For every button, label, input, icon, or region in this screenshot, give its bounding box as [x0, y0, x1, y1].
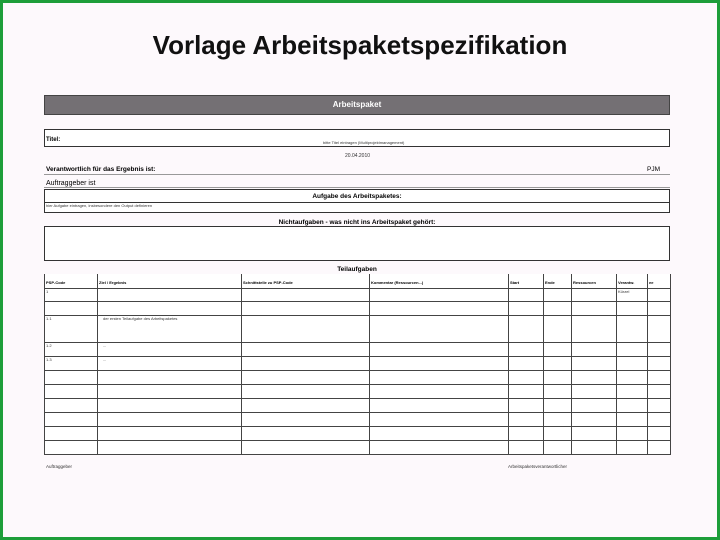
table-cell[interactable] — [98, 426, 242, 440]
signature-verantwortlicher: Arbeitspaketsverantwortlicher — [508, 464, 568, 469]
table-row — [45, 301, 671, 315]
table-cell[interactable] — [45, 370, 98, 384]
table-cell[interactable] — [617, 398, 648, 412]
table-cell[interactable] — [617, 384, 648, 398]
verantwortlich-label: Verantwortlich für das Ergebnis ist: — [46, 166, 156, 173]
auftraggeber-label: Auftraggeber ist — [46, 180, 96, 187]
table-cell[interactable] — [370, 342, 509, 356]
column-header: Kommentar (Ressourcen...) — [370, 274, 509, 288]
table-cell[interactable] — [370, 398, 509, 412]
titel-label: Titel: — [46, 137, 61, 143]
teilaufgaben-table — [44, 274, 671, 455]
table-cell[interactable] — [544, 440, 572, 454]
table-cell[interactable]: 1.2 — [45, 342, 98, 356]
column-header: Start — [509, 274, 544, 288]
table-row — [45, 398, 671, 412]
nichtaufgaben-heading: Nichtaufgaben - was nicht ins Arbeitspaket gehört: — [278, 219, 436, 226]
table-row — [45, 412, 671, 426]
table-cell[interactable] — [648, 315, 671, 342]
column-header: Verantw. — [617, 274, 648, 288]
table-cell[interactable] — [509, 412, 544, 426]
table-cell[interactable] — [648, 440, 671, 454]
table-cell[interactable] — [98, 440, 242, 454]
table-cell[interactable] — [509, 440, 544, 454]
table-cell[interactable] — [544, 356, 572, 370]
table-cell[interactable] — [45, 384, 98, 398]
table-cell[interactable] — [242, 342, 370, 356]
table-row — [45, 315, 671, 342]
table-cell[interactable] — [242, 370, 370, 384]
auftraggeber-underline — [44, 187, 670, 188]
table-cell[interactable] — [617, 412, 648, 426]
titel-field[interactable] — [44, 129, 670, 147]
table-cell[interactable] — [617, 426, 648, 440]
table-cell[interactable] — [370, 288, 509, 301]
table-cell[interactable] — [544, 412, 572, 426]
table-cell[interactable] — [370, 301, 509, 315]
table-cell[interactable] — [509, 370, 544, 384]
table-cell[interactable] — [544, 370, 572, 384]
table-cell[interactable] — [572, 356, 617, 370]
table-cell[interactable] — [370, 440, 509, 454]
table-row — [45, 288, 671, 301]
table-row — [45, 440, 671, 454]
table-cell[interactable] — [572, 315, 617, 342]
table-row — [45, 370, 671, 384]
table-cell[interactable]: Kürzel — [617, 288, 648, 301]
aufgabe-section — [44, 189, 670, 213]
table-cell[interactable]: 1.1 — [45, 315, 98, 342]
table-cell[interactable] — [509, 384, 544, 398]
table-cell[interactable] — [572, 288, 617, 301]
arbeitspaket-header: Arbeitspaket — [44, 95, 670, 115]
table-cell[interactable] — [572, 440, 617, 454]
table-cell[interactable]: 1.3 — [45, 356, 98, 370]
table-cell[interactable] — [648, 412, 671, 426]
table-cell[interactable] — [648, 370, 671, 384]
table-cell[interactable] — [509, 301, 544, 315]
table-cell[interactable] — [242, 398, 370, 412]
table-cell[interactable] — [648, 356, 671, 370]
table-cell[interactable] — [242, 315, 370, 342]
table-cell[interactable] — [572, 342, 617, 356]
table-cell[interactable] — [572, 426, 617, 440]
table-header-row — [45, 274, 671, 288]
verantwortlich-underline — [44, 174, 670, 175]
table-cell[interactable] — [648, 288, 671, 301]
table-cell[interactable]: ... — [98, 356, 242, 370]
table-cell[interactable] — [509, 342, 544, 356]
column-header: PSP-Code — [45, 274, 98, 288]
table-cell[interactable] — [544, 288, 572, 301]
table-cell[interactable]: ... — [98, 342, 242, 356]
column-header: Schnittstelle zu PSP-Code — [242, 274, 370, 288]
table-cell[interactable] — [45, 412, 98, 426]
table-cell[interactable] — [617, 356, 648, 370]
table-cell[interactable] — [509, 315, 544, 342]
nichtaufgaben-field[interactable] — [44, 226, 670, 261]
table-cell[interactable] — [98, 301, 242, 315]
table-cell[interactable] — [544, 315, 572, 342]
table-row — [45, 426, 671, 440]
table-cell[interactable] — [648, 426, 671, 440]
aufgabe-field[interactable]: hier Aufgabe eintragen, insbesondere den Output definieren — [46, 203, 153, 208]
table-cell[interactable] — [509, 288, 544, 301]
table-cell[interactable] — [648, 342, 671, 356]
table-cell[interactable] — [242, 440, 370, 454]
table-cell[interactable] — [617, 315, 648, 342]
table-cell[interactable] — [98, 288, 242, 301]
column-header: ee — [648, 274, 671, 288]
table-cell[interactable] — [98, 398, 242, 412]
table-cell[interactable] — [544, 301, 572, 315]
table-cell[interactable] — [544, 342, 572, 356]
verantwortlich-value[interactable]: PJM — [647, 166, 660, 173]
page-title: Vorlage Arbeitspaketspezifikation — [152, 30, 568, 60]
table-cell[interactable] — [242, 384, 370, 398]
table-cell[interactable] — [544, 426, 572, 440]
table-cell[interactable] — [544, 384, 572, 398]
table-cell[interactable] — [242, 301, 370, 315]
table-cell[interactable] — [370, 315, 509, 342]
table-cell[interactable] — [648, 384, 671, 398]
table-cell[interactable] — [648, 398, 671, 412]
signature-auftraggeber: Auftraggeber — [46, 464, 73, 469]
table-row — [45, 342, 671, 356]
table-cell[interactable] — [242, 426, 370, 440]
table-cell[interactable]: 1 — [45, 288, 98, 301]
column-header: Ziel / Ergebnis — [98, 274, 242, 288]
table-cell[interactable] — [617, 370, 648, 384]
table-cell[interactable] — [572, 370, 617, 384]
table-cell[interactable] — [242, 288, 370, 301]
teilaufgaben-heading: Teilaufgaben — [337, 266, 377, 273]
table-cell[interactable] — [509, 398, 544, 412]
table-cell[interactable] — [617, 342, 648, 356]
table-cell[interactable] — [370, 370, 509, 384]
table-cell[interactable]: der ersten Teilaufgabe des Arbeitspaketes — [98, 315, 242, 342]
table-cell[interactable] — [617, 301, 648, 315]
table-cell[interactable] — [242, 412, 370, 426]
date-value: 20.04.2010 — [345, 153, 371, 159]
table-cell[interactable] — [572, 384, 617, 398]
table-cell[interactable] — [98, 412, 242, 426]
column-header: Ressourcen — [572, 274, 617, 288]
table-cell[interactable] — [572, 398, 617, 412]
table-cell[interactable] — [45, 398, 98, 412]
column-header: Ende — [544, 274, 572, 288]
table-cell[interactable] — [98, 384, 242, 398]
table-cell[interactable] — [45, 301, 98, 315]
table-cell[interactable] — [509, 426, 544, 440]
aufgabe-heading: Aufgabe des Arbeitspaketes: — [312, 193, 402, 200]
table-cell[interactable] — [45, 440, 98, 454]
table-cell[interactable] — [572, 301, 617, 315]
table-cell[interactable] — [370, 356, 509, 370]
table-cell[interactable] — [648, 301, 671, 315]
table-cell[interactable] — [544, 398, 572, 412]
table-row — [45, 384, 671, 398]
table-cell[interactable] — [572, 412, 617, 426]
table-cell[interactable] — [370, 412, 509, 426]
table-row — [45, 356, 671, 370]
table-cell[interactable] — [98, 370, 242, 384]
table-cell[interactable] — [617, 440, 648, 454]
table-cell[interactable] — [242, 356, 370, 370]
titel-hint: bitte Titel eintragen (Multiprojektmanagement) — [323, 140, 405, 145]
table-cell[interactable] — [370, 384, 509, 398]
table-cell[interactable] — [370, 426, 509, 440]
table-cell[interactable] — [509, 356, 544, 370]
table-cell[interactable] — [45, 426, 98, 440]
